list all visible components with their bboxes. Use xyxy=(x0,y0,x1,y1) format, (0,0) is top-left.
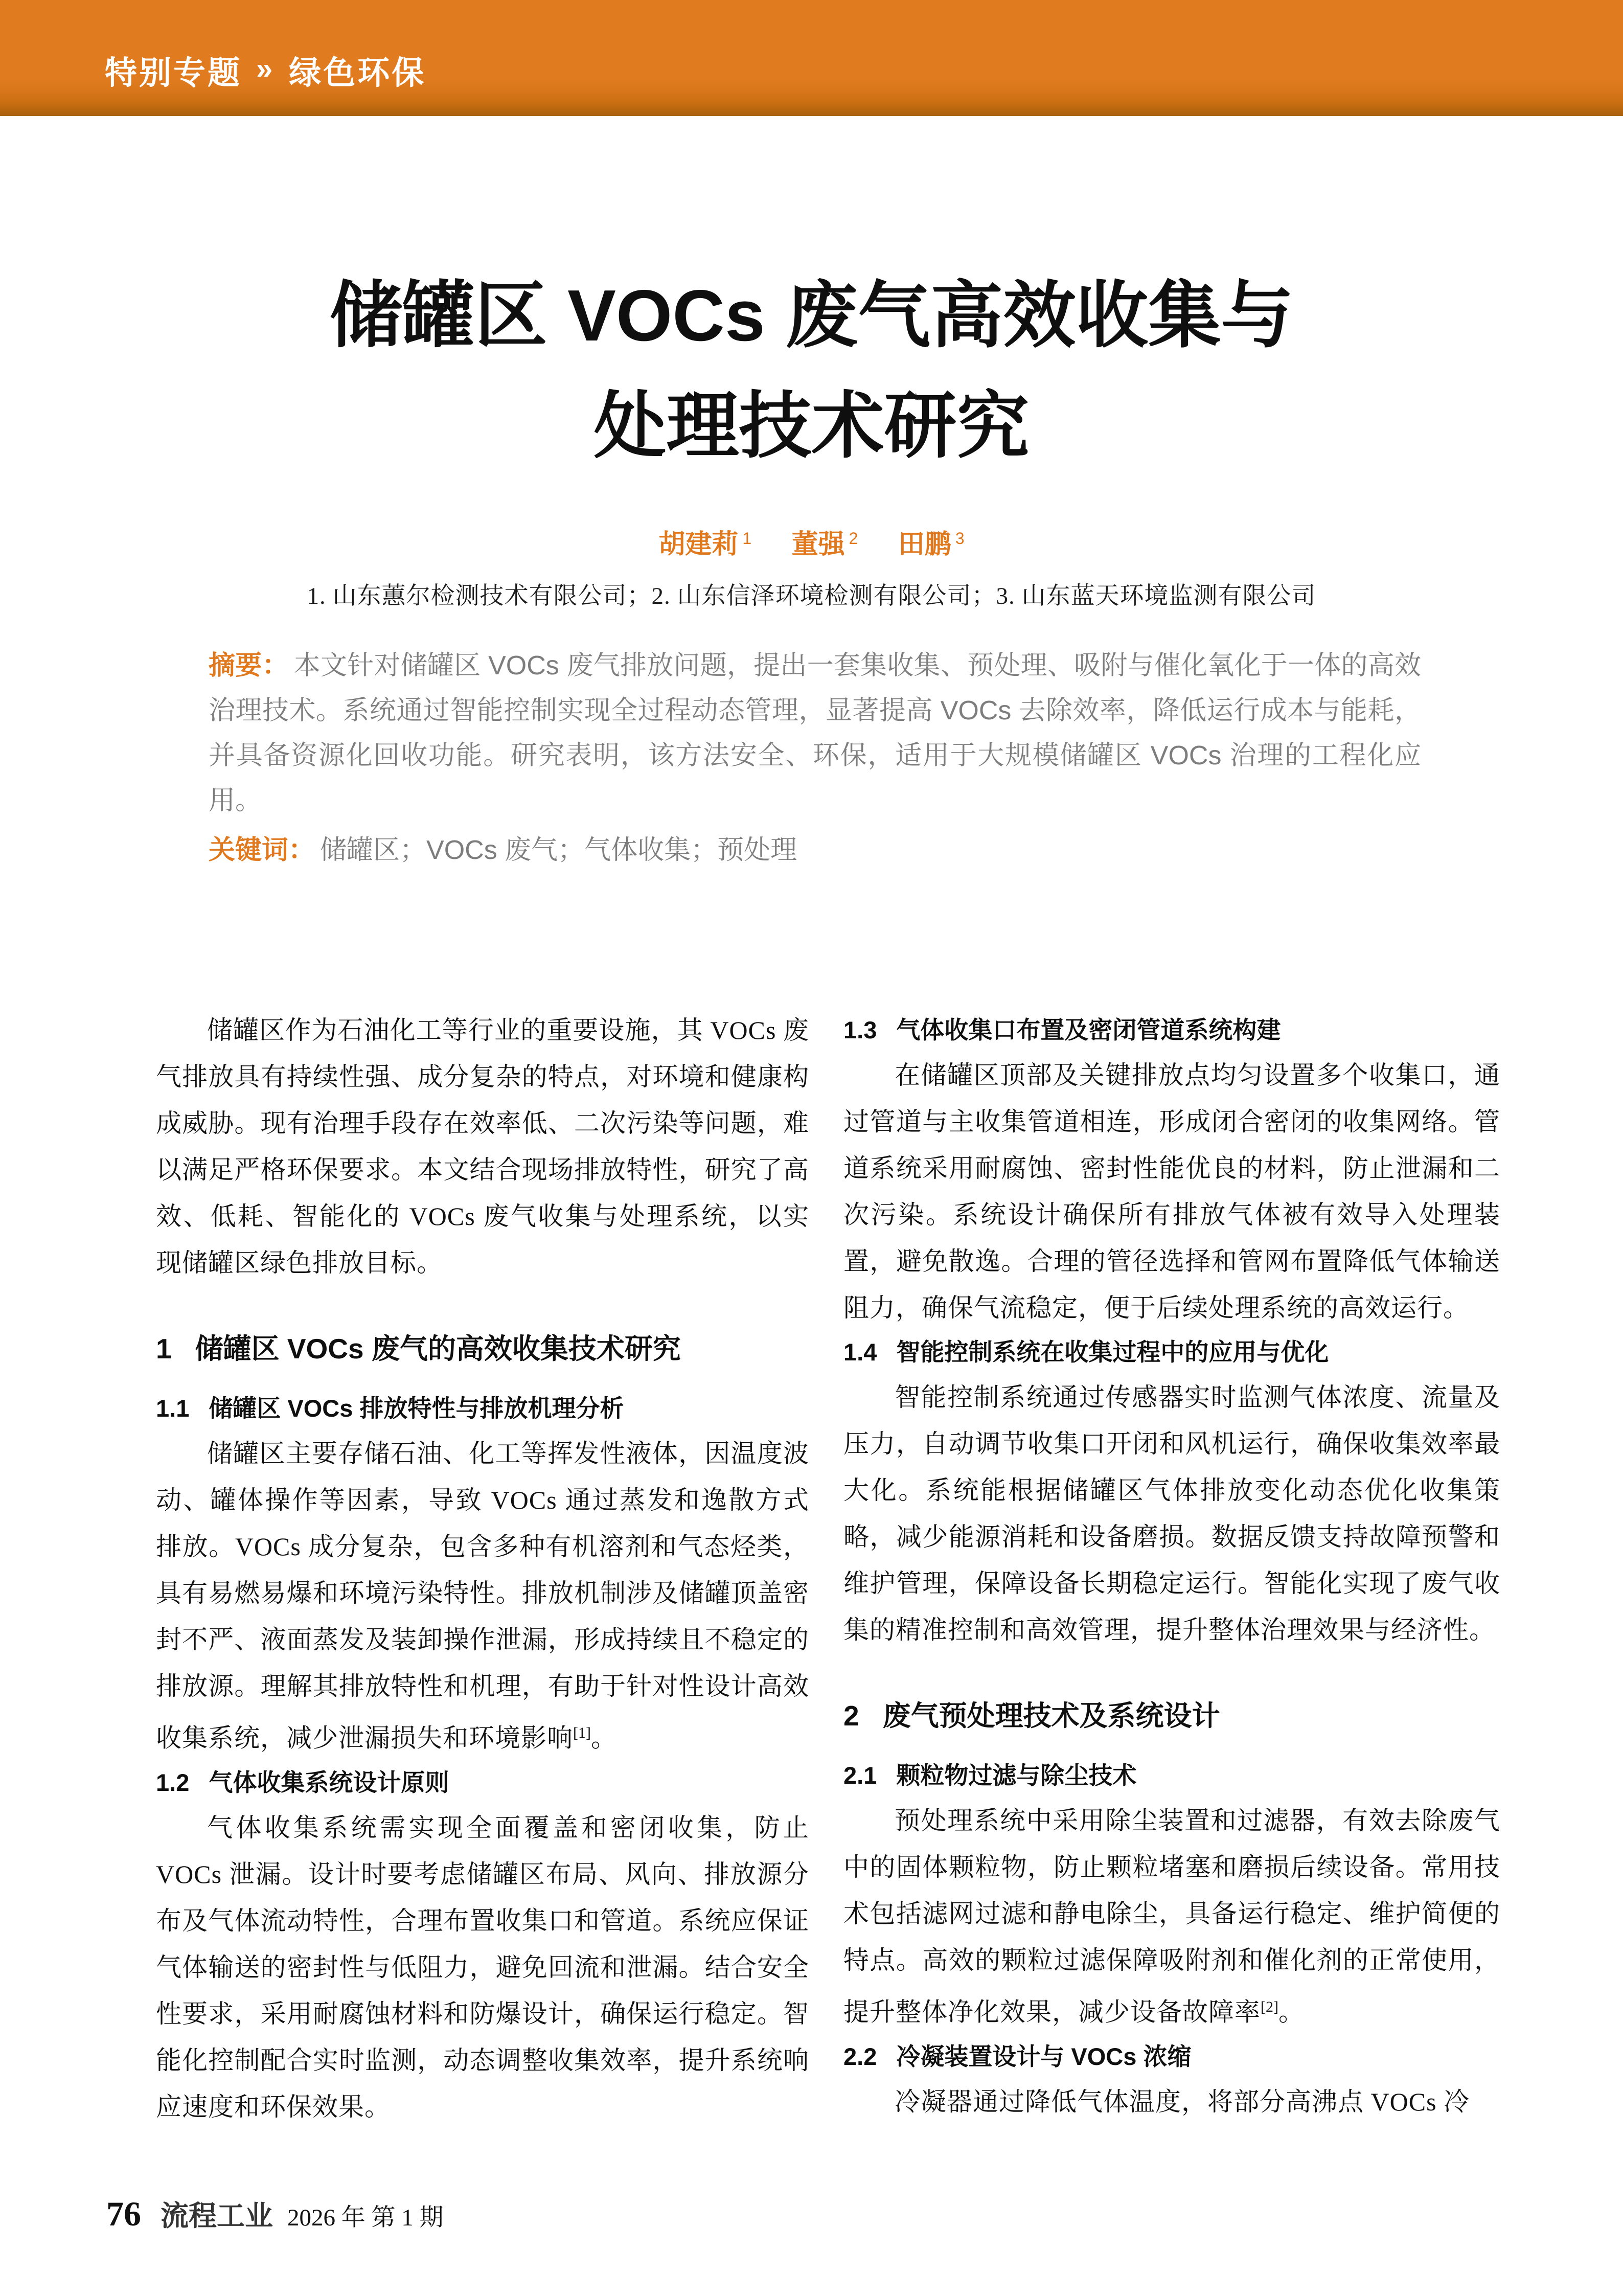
topic-banner xyxy=(0,0,1623,116)
subsection-title: 颗粒物过滤与除尘技术 xyxy=(896,1762,1137,1789)
author xyxy=(898,530,965,559)
abstract-block xyxy=(209,643,1421,823)
subsection-title: 气体收集系统设计原则 xyxy=(209,1768,449,1796)
section-title: 储罐区 VOCs 废气的高效收集技术研究 xyxy=(195,1333,681,1365)
paragraph-text: 预处理系统中采用除尘装置和过滤器，有效去除废气中的固体颗粒物，防止颗粒堵塞和磨损后续设备。常用技术包括滤网过滤和静电除尘，具备运行稳定、维护简便的特点。高效的颗粒过滤保障吸附剂和催化剂的正常使用，提升整体净化效果，减少设备故障率 xyxy=(843,1806,1500,2027)
article-title-line2: 处理技术研究 xyxy=(593,385,1030,467)
abstract-label: 摘要： xyxy=(209,651,289,680)
author-affiliation-sup: 3 xyxy=(955,529,965,548)
subsection-number: 2.2 xyxy=(843,2042,877,2070)
citation-ref-1: [1] xyxy=(573,1724,591,1741)
left-column xyxy=(156,1007,809,2130)
paragraph-intro: 储罐区作为石油化工等行业的重要设施，其 VOCs 废气排放具有持续性强、成分复杂的特点，对环境和健康构成威胁。现有治理手段存在效率低、二次污染等问题，难以满足严格环保要求。本文结合现场排放特性，研究了高效、低耗、智能化的 VOCs 废气收集与处理系统，以实现储罐区绿色排放目标。 xyxy=(156,1016,809,1277)
paragraph-2-2: 冷凝器通过降低气体温度，将部分高沸点 VOCs 冷 xyxy=(895,2087,1470,2116)
keywords-block xyxy=(209,832,1421,868)
subsection-heading-2-2 xyxy=(843,2041,1500,2073)
keywords-label: 关键词： xyxy=(209,835,315,865)
banner-topic-text: 特别专题 xyxy=(105,55,242,91)
section-title: 废气预处理技术及系统设计 xyxy=(882,1700,1220,1732)
section-number: 1 xyxy=(156,1333,172,1365)
paragraph-text-tail: 。 xyxy=(590,1723,617,1753)
subsection-heading-1-2 xyxy=(156,1767,809,1799)
page-footer xyxy=(106,2193,444,2234)
subsection-number: 1.1 xyxy=(156,1395,190,1422)
affiliations-line: 1. 山东蕙尔检测技术有限公司；2. 山东信泽环境检测有限公司；3. 山东蓝天环境监测有限公司 xyxy=(307,583,1316,609)
paragraph-1-3: 在储罐区顶部及关键排放点均匀设置多个收集口，通过管道与主收集管道相连，形成闭合密闭的收集网络。管道系统采用耐腐蚀、密封性能优良的材料，防止泄漏和二次污染。系统设计确保所有排放气体被有效导入处理装置，避免散逸。合理的管径选择和管网布置降低气体输送阻力，确保气流稳定，便于后续处理系统的高效运行。 xyxy=(843,1061,1500,1322)
subsection-number: 2.1 xyxy=(843,1762,877,1789)
paragraph-1-2: 气体收集系统需实现全面覆盖和密闭收集，防止 VOCs 泄漏。设计时要考虑储罐区布局、风向、排放源分布及气体流动特性，合理布置收集口和管道。系统应保证气体输送的密封性与低阻力，避免回流和泄漏。结合安全性要求，采用耐腐蚀材料和防爆设计，确保运行稳定。智能化控制配合实时监测，动态调整收集效率，提升系统响应速度和环保效果。 xyxy=(156,1813,809,2121)
subsection-heading-2-1 xyxy=(843,1760,1500,1791)
subsection-title: 储罐区 VOCs 排放特性与排放机理分析 xyxy=(209,1395,624,1422)
topic-banner-label xyxy=(105,47,426,94)
subsection-number: 1.4 xyxy=(843,1338,877,1366)
journal-issue: 2026 年 第 1 期 xyxy=(287,2204,444,2231)
author-affiliation-sup: 2 xyxy=(849,529,858,548)
double-chevron-icon: » xyxy=(256,52,275,85)
author xyxy=(792,530,858,559)
article-title xyxy=(0,261,1623,482)
paragraph-2-1 xyxy=(843,1798,1500,2036)
paragraph-text: 储罐区主要存储石油、化工等挥发性液体，因温度波动、罐体操作等因素，导致 VOCs 通过蒸发和逸散方式排放。VOCs 成分复杂，包含多种有机溶剂和气态烃类，具有易燃易爆和环境污染特性。排放机制涉及储罐顶盖密封不严、液面蒸发及装卸操作泄漏，形成持续且不稳定的排放源。理解其排放特性和机理，有助于针对性设计高效收集系统，减少泄漏损失和环境影响 xyxy=(156,1439,809,1753)
paragraph-1-1 xyxy=(156,1430,809,1762)
subsection-number: 1.2 xyxy=(156,1768,190,1796)
subsection-title: 冷凝装置设计与 VOCs 浓缩 xyxy=(896,2042,1192,2070)
author xyxy=(658,530,751,559)
subsection-heading-1-4 xyxy=(843,1336,1500,1368)
section-heading-2 xyxy=(843,1696,1500,1735)
subsection-title: 智能控制系统在收集过程中的应用与优化 xyxy=(896,1338,1329,1366)
author-name: 董强 xyxy=(791,530,845,559)
paragraph-1-4: 智能控制系统通过传感器实时监测气体浓度、流量及压力，自动调节收集口开闭和风机运行，确保收集效率最大化。系统能根据储罐区气体排放变化动态优化收集策略，减少能源消耗和设备磨损。数据反馈支持故障预警和维护管理，保障设备长期稳定运行。智能化实现了废气收集的精准控制和高效管理，提升整体治理效果与经济性。 xyxy=(843,1383,1500,1644)
keywords-text: 储罐区；VOCs 废气；气体收集；预处理 xyxy=(320,835,797,865)
paragraph-text-tail: 。 xyxy=(1278,1997,1305,2027)
abstract-text: 本文针对储罐区 VOCs 废气排放问题，提出一套集收集、预处理、吸附与催化氧化于一体的高效治理技术。系统通过智能控制实现全过程动态管理，显著提高 VOCs 去除效率，降低运行成本与能耗，并具备资源化回收功能。研究表明，该方法安全、环保，适用于大规模储罐区 VOCs 治理的工程化应用。 xyxy=(209,651,1421,815)
author-name: 胡建莉 xyxy=(658,530,739,559)
citation-ref-2: [2] xyxy=(1261,1998,1278,2015)
banner-category-text: 绿色环保 xyxy=(289,55,426,91)
subsection-title: 气体收集口布置及密闭管道系统构建 xyxy=(896,1016,1281,1043)
page-number: 76 xyxy=(106,2194,141,2233)
article-title-line1: 储罐区 VOCs 废气高效收集与 xyxy=(329,275,1294,356)
subsection-heading-1-3 xyxy=(843,1014,1500,1046)
subsection-number: 1.3 xyxy=(843,1016,877,1043)
journal-name: 流程工业 xyxy=(161,2200,273,2232)
author-list xyxy=(0,522,1623,561)
section-number: 2 xyxy=(843,1700,859,1732)
author-affiliation-sup: 1 xyxy=(742,529,752,548)
author-name: 田鹏 xyxy=(898,530,951,559)
section-heading-1 xyxy=(156,1329,809,1368)
right-column xyxy=(843,1007,1500,2125)
subsection-heading-1-1 xyxy=(156,1393,809,1424)
